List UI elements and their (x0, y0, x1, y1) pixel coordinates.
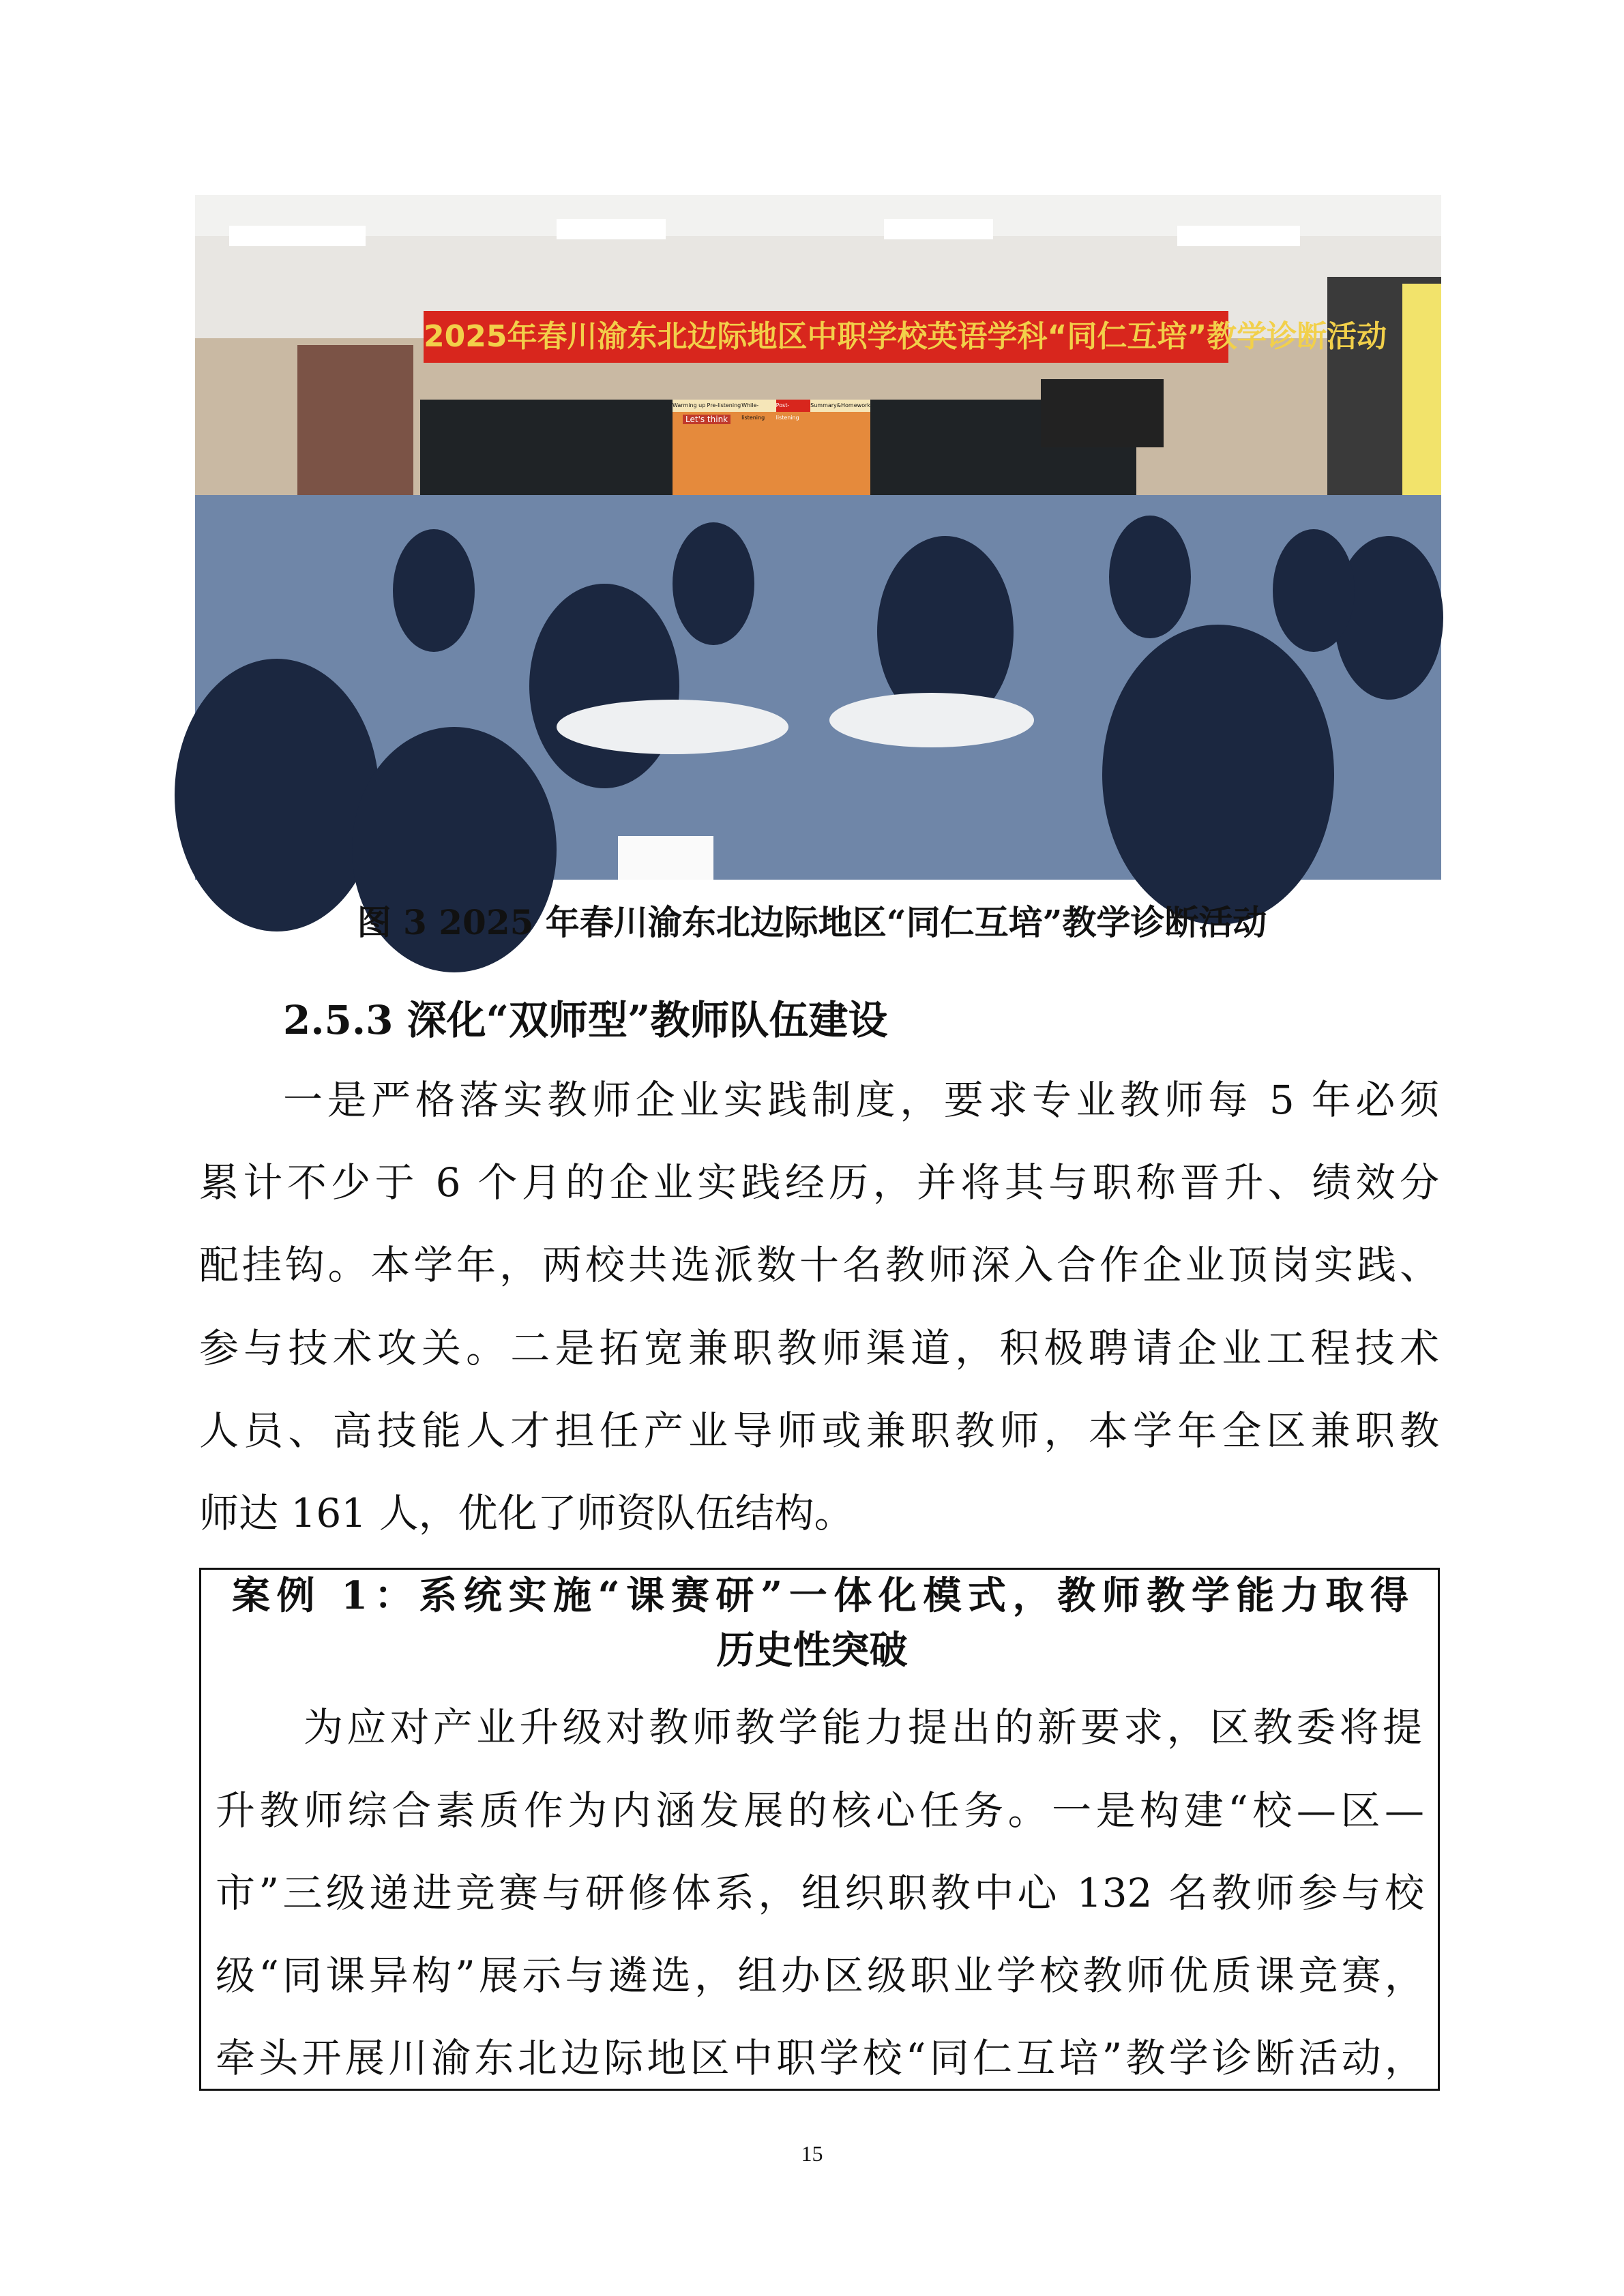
figure-caption: 图 3 2025 年春川渝东北边际地区“同仁互培”教学诊断活动 (357, 902, 1267, 942)
paragraph-line: 累计不少于 6 个月的企业实践经历，并将其与职称晋升、绩效分 (199, 1159, 1439, 1206)
case-title-line: 历史性突破 (716, 1628, 908, 1673)
case-body-line: 级“同课异构”展示与遴选，组办区级职业学校教师优质课竞赛， (216, 1952, 1424, 1999)
slide-tab: Warming up (673, 400, 707, 412)
page-number: 15 (801, 2141, 823, 2166)
slide-tab: Post-listening (776, 400, 811, 412)
slide-title: Let's think (683, 415, 730, 424)
case-body-line: 为应对产业升级对教师教学能力提出的新要求，区教委将提 (304, 1704, 1422, 1750)
slide-tab: While-listening (741, 400, 776, 412)
slide-tab: Pre-listening (707, 400, 742, 412)
paragraph-line: 师达 161 人，优化了师资队伍结构。 (199, 1490, 854, 1536)
section-heading: 2.5.3 深化“双师型”教师队伍建设 (283, 997, 888, 1043)
case-body-line: 升教师综合素质作为内涵发展的核心任务。一是构建“校—区— (216, 1787, 1424, 1834)
paragraph-line: 参与技术攻关。二是拓宽兼职教师渠道，积极聘请企业工程技术 (199, 1325, 1439, 1371)
case-title-line: 案例 1：系统实施“课赛研”一体化模式，教师教学能力取得 (232, 1573, 1408, 1618)
case-body-line: 市”三级递进竞赛与研修体系，组织职教中心 132 名教师参与校 (216, 1870, 1424, 1916)
banner (424, 311, 1387, 363)
banner-text: 2025年春川渝东北边际地区中职学校英语学科“同仁互培”教学诊断活动 (424, 319, 1387, 354)
paragraph-line: 配挂钩。本学年，两校共选派数十名教师深入合作企业顶岗实践、 (199, 1242, 1439, 1288)
slide-tab: Summary&Homework (810, 400, 870, 412)
case-body-line: 牵头开展川渝东北边际地区中职学校“同仁互培”教学诊断活动， (216, 2035, 1424, 2081)
paragraph-line: 人员、高技能人才担任产业导师或兼职教师，本学年全区兼职教 (199, 1407, 1439, 1454)
paragraph-line: 一是严格落实教师企业实践制度，要求专业教师每 5 年必须 (283, 1077, 1439, 1123)
classroom-photo (195, 195, 1441, 880)
classroom-scene (195, 195, 1441, 880)
